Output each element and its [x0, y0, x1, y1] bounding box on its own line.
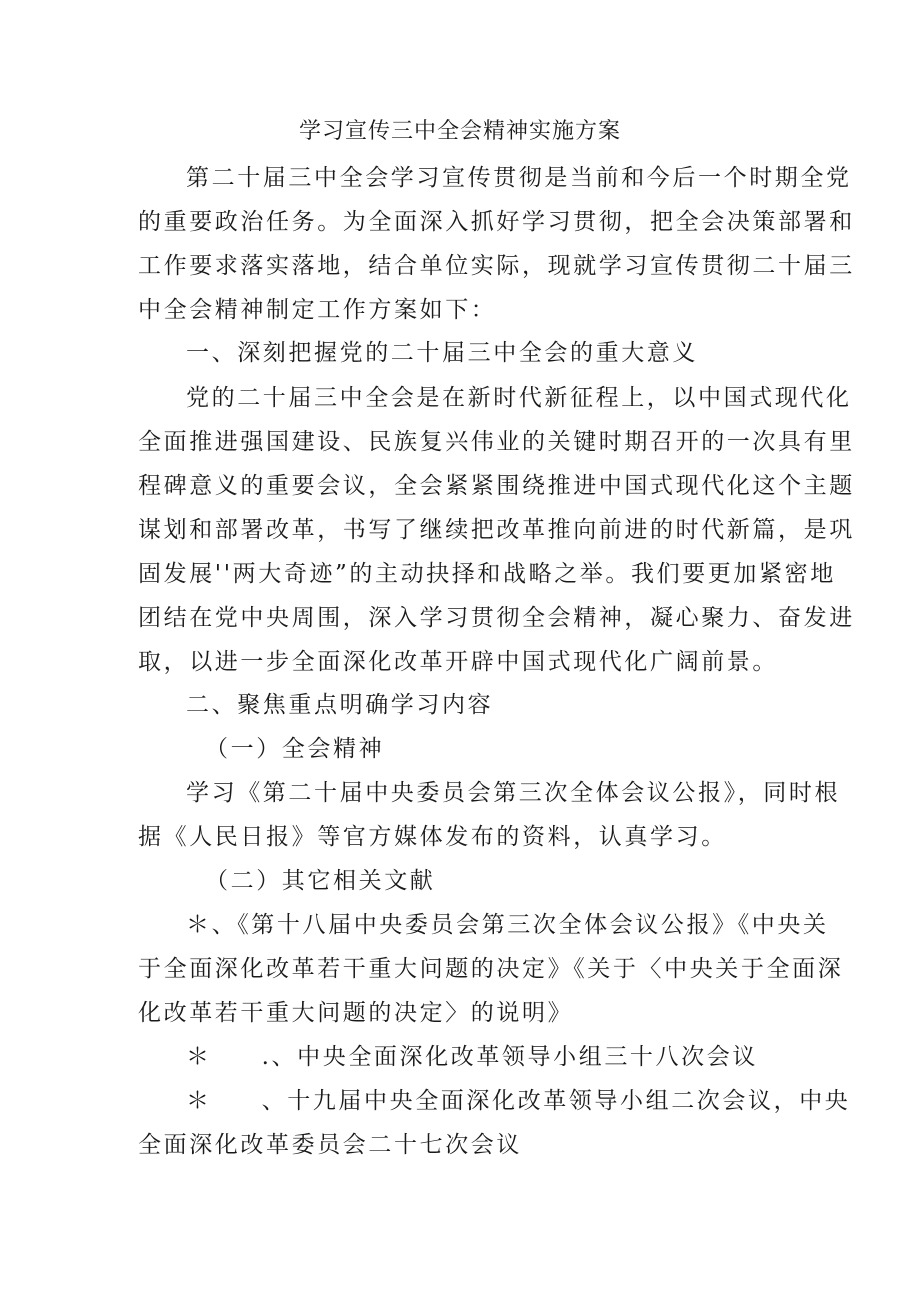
document-list-item-cont: 化改革若干重大问题的决定〉的说明》	[138, 1000, 574, 1026]
intro-line: 工作要求落实落地，结合单位实际，现就学习宣传贯彻二十届三	[138, 253, 855, 279]
meeting-list-item	[186, 1037, 758, 1077]
list-item-text: 、十九届中央全面深化改革领导小组二次会议，中央	[261, 1088, 851, 1114]
section1-line: 程碑意义的重要会议，全会紧紧围绕推进中国式现代化这个主题	[138, 473, 855, 499]
meeting-list-item	[186, 1081, 850, 1121]
meeting-list-item-cont: 全面深化改革委员会二十七次会议	[138, 1132, 522, 1158]
document-list-item: ＊、《第十八届中央委员会第三次全体会议公报》《中央关	[186, 912, 829, 938]
section1-line: 固发展''两大奇迹”的主动抉择和战略之举。我们要更加紧密地	[138, 561, 836, 587]
subsection2-heading: （二）其它相关文献	[205, 868, 436, 894]
document-list-item-cont: 于全面深化改革若干重大问题的决定》《关于〈中央关于全面深	[138, 956, 844, 982]
subsection1-heading: （一）全会精神	[205, 736, 385, 762]
section1-line: 取，以进一步全面深化改革开辟中国式现代化广阔前景。	[138, 649, 778, 675]
list-bullet: ＊	[186, 1088, 212, 1114]
subsection1-line: 学习《第二十届中央委员会第三次全体会议公报》，同时根	[186, 780, 841, 806]
section1-heading: 一、深刻把握党的二十届三中全会的重大意义	[186, 340, 698, 366]
section2-heading: 二、聚焦重点明确学习内容	[186, 692, 494, 718]
list-item-text: .、中央全面深化改革领导小组三十八次会议	[261, 1044, 758, 1070]
intro-line: 第二十届三中全会学习宣传贯彻是当前和今后一个时期全党	[186, 165, 852, 191]
section1-line: 团结在党中央周围，深入学习贯彻全会精神，凝心聚力、奋发进	[138, 605, 855, 631]
list-bullet: ＊	[186, 1044, 212, 1070]
subsection1-line: 据《人民日报》等官方媒体发布的资料，认真学习。	[138, 824, 727, 850]
section1-line: 谋划和部署改革，书写了继续把改革推向前进的时代新篇，是巩	[138, 517, 855, 543]
section1-line: 党的二十届三中全会是在新时代新征程上，以中国式现代化	[186, 385, 852, 411]
document-title: 学习宣传三中全会精神实施方案	[298, 119, 621, 144]
section1-line: 全面推进强国建设、民族复兴伟业的关键时期召开的一次具有里	[138, 429, 855, 455]
intro-line: 的重要政治任务。为全面深入抓好学习贯彻，把全会决策部署和	[138, 209, 855, 235]
intro-line: 中全会精神制定工作方案如下：	[138, 297, 497, 323]
